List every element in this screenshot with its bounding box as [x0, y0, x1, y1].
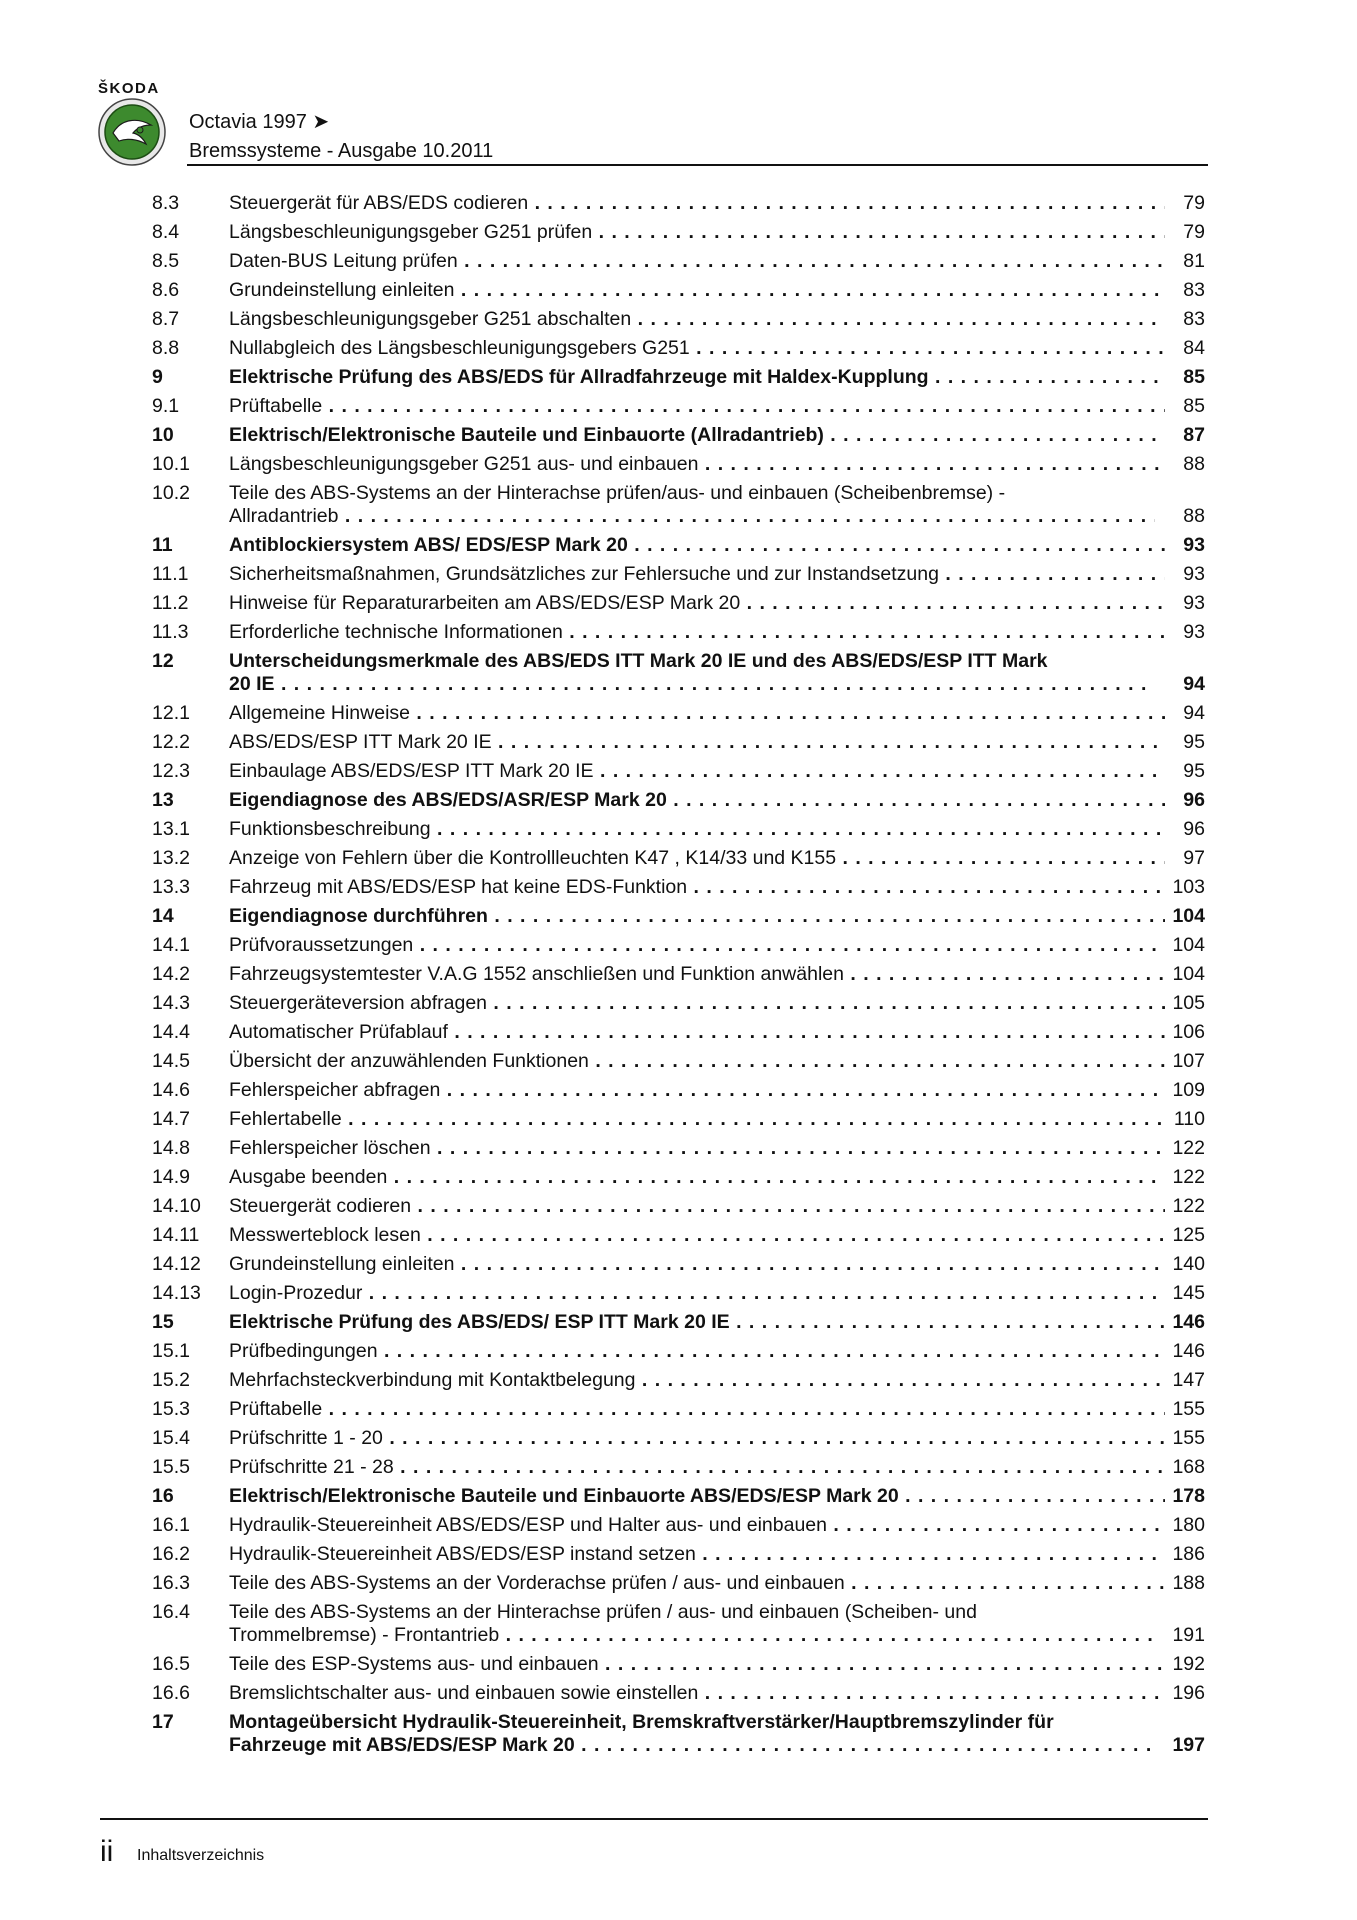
- toc-entry-number: 13.2: [152, 847, 190, 869]
- toc-entry-title: Prüfschritte 1 - 20 . . .: [229, 1427, 1165, 1450]
- toc-entry-title: Fehlertabelle . . .: [229, 1108, 1165, 1131]
- toc-section-entry[interactable]: [152, 221, 1205, 244]
- toc-entry-title: Längsbeschleunigungsgeber G251 aus- und einbauen . . .: [229, 453, 1165, 476]
- toc-entry-title: Einbaulage ABS/EDS/ESP ITT Mark 20 IE . . .: [229, 760, 1165, 783]
- toc-entry-title: Fahrzeug mit ABS/EDS/ESP hat keine EDS-Funktion . . .: [229, 876, 1165, 899]
- toc-entry-title: Steuergeräteversion abfragen . . .: [229, 992, 1165, 1015]
- toc-entry-page: 96: [1183, 818, 1205, 840]
- toc-entry-title: Login-Prozedur . . .: [229, 1282, 1165, 1305]
- header-divider: [187, 164, 1208, 166]
- toc-entry-title-line: Fahrzeuge mit ABS/EDS/ESP Mark 20 . . .: [229, 1734, 1155, 1757]
- toc-section-entry[interactable]: [152, 1456, 1205, 1479]
- brand-wordmark: ŠKODA: [98, 80, 160, 97]
- toc-entry-number: 13: [152, 789, 174, 811]
- document-subtitle: Bremssysteme - Ausgabe 10.2011: [189, 140, 494, 162]
- toc-entry-number: 14.9: [152, 1166, 190, 1188]
- toc-entry-number: 13.3: [152, 876, 190, 898]
- toc-entry-title: Eigendiagnose des ABS/EDS/ASR/ESP Mark 20 . . .: [229, 789, 1165, 812]
- toc-entry-title: Elektrische Prüfung des ABS/EDS für Allradfahrzeuge mit Haldex-Kupplung . . .: [229, 366, 1165, 389]
- footer-page-number: ii: [100, 1835, 114, 1868]
- toc-entry-title: [229, 1601, 1165, 1647]
- toc-entry-title-line: Allradantrieb . . .: [229, 505, 1155, 528]
- toc-entry-page: 107: [1172, 1050, 1205, 1072]
- toc-chapter-entry[interactable]: [152, 1311, 1205, 1334]
- toc-section-entry[interactable]: [152, 1195, 1205, 1218]
- toc-entry-title: [229, 482, 1165, 528]
- toc-entry-page: 109: [1172, 1079, 1205, 1101]
- toc-entry-title-line: Unterscheidungsmerkmale des ABS/EDS ITT Mark 20 IE und des ABS/EDS/ESP ITT Mark: [229, 650, 1048, 672]
- toc-entry-page: 83: [1183, 279, 1205, 301]
- toc-entry-number: 11.3: [152, 621, 189, 643]
- toc-entry-page: 110: [1173, 1108, 1205, 1130]
- toc-entry-title: Allgemeine Hinweise . . .: [229, 702, 1165, 725]
- toc-section-entry[interactable]: [152, 453, 1205, 476]
- toc-entry-page: 168: [1172, 1456, 1205, 1478]
- toc-entry-number: 16.3: [152, 1572, 190, 1594]
- toc-entry-page: 178: [1172, 1485, 1205, 1507]
- toc-entry-title: Mehrfachsteckverbindung mit Kontaktbelegung . . .: [229, 1369, 1165, 1392]
- toc-entry-title: Erforderliche technische Informationen . . .: [229, 621, 1165, 644]
- toc-entry-number: 14.4: [152, 1021, 190, 1043]
- toc-entry-number: 14.6: [152, 1079, 190, 1101]
- toc-chapter-entry[interactable]: [152, 1485, 1205, 1508]
- toc-entry-page: 85: [1183, 395, 1205, 417]
- toc-entry-number: 12.3: [152, 760, 190, 782]
- toc-entry-title-line: Montageübersicht Hydraulik-Steuereinheit, Bremskraftverstärker/Hauptbremszylinder für: [229, 1711, 1054, 1733]
- toc-entry-number: 12.1: [152, 702, 190, 724]
- toc-section-entry[interactable]: [152, 1166, 1205, 1189]
- toc-entry-title: Messwerteblock lesen . . .: [229, 1224, 1165, 1247]
- toc-section-entry[interactable]: [152, 1021, 1205, 1044]
- toc-section-entry[interactable]: [152, 308, 1205, 331]
- toc-entry-page: 146: [1172, 1311, 1205, 1333]
- toc-section-entry[interactable]: [152, 1079, 1205, 1102]
- toc-entry-title-line: 20 IE . . .: [229, 673, 1155, 696]
- footer-divider: [100, 1818, 1208, 1820]
- toc-entry-number: 14.8: [152, 1137, 190, 1159]
- toc-entry-page: 147: [1172, 1369, 1205, 1391]
- toc-section-entry[interactable]: [152, 337, 1205, 360]
- toc-section-entry[interactable]: [152, 1427, 1205, 1450]
- toc-entry-number: 8.7: [152, 308, 180, 330]
- toc-section-entry[interactable]: [152, 731, 1205, 754]
- toc-entry-title: Prüftabelle . . .: [229, 1398, 1165, 1421]
- toc-section-entry[interactable]: [152, 876, 1205, 899]
- toc-entry-page: 125: [1172, 1224, 1205, 1246]
- toc-entry-number: 8.3: [152, 192, 180, 214]
- toc-entry-title: Grundeinstellung einleiten . . .: [229, 279, 1165, 302]
- toc-entry-page: 97: [1183, 847, 1205, 869]
- toc-entry-page: 155: [1172, 1427, 1205, 1449]
- toc-entry-title: Hydraulik-Steuereinheit ABS/EDS/ESP und Halter aus- und einbauen . . .: [229, 1514, 1165, 1537]
- toc-entry-page: 105: [1172, 992, 1205, 1014]
- toc-section-entry[interactable]: [152, 1653, 1205, 1676]
- toc-entry-title: Elektrische Prüfung des ABS/EDS/ ESP ITT Mark 20 IE . . .: [229, 1311, 1165, 1334]
- toc-entry-number: 14.12: [152, 1253, 201, 1275]
- toc-entry-title: Steuergerät für ABS/EDS codieren . . .: [229, 192, 1165, 215]
- toc-entry-title: Teile des ESP-Systems aus- und einbauen . . .: [229, 1653, 1165, 1676]
- toc-entry-number: 8.4: [152, 221, 180, 243]
- toc-chapter-entry[interactable]: [152, 366, 1205, 389]
- toc-entry-title: Prüfbedingungen . . .: [229, 1340, 1165, 1363]
- toc-entry-number: 14.7: [152, 1108, 190, 1130]
- toc-entry-number: 17: [152, 1711, 174, 1733]
- toc-entry-title: Daten-BUS Leitung prüfen . . .: [229, 250, 1165, 273]
- toc-entry-title: Funktionsbeschreibung . . .: [229, 818, 1165, 841]
- toc-entry-title: Prüfvoraussetzungen . . .: [229, 934, 1165, 957]
- toc-section-entry[interactable]: [152, 1253, 1205, 1276]
- toc-entry-title: ABS/EDS/ESP ITT Mark 20 IE . . .: [229, 731, 1165, 754]
- toc-section-entry[interactable]: [152, 1369, 1205, 1392]
- toc-entry-page: 104: [1172, 934, 1205, 956]
- toc-chapter-entry[interactable]: [152, 650, 1205, 696]
- toc-entry-page: 93: [1183, 563, 1205, 585]
- toc-entry-page: 180: [1172, 1514, 1205, 1536]
- toc-entry-page: 191: [1172, 1624, 1205, 1646]
- toc-section-entry[interactable]: [152, 1282, 1205, 1305]
- toc-section-entry[interactable]: [152, 992, 1205, 1015]
- toc-entry-number: 14.3: [152, 992, 190, 1014]
- toc-entry-number: 14.10: [152, 1195, 201, 1217]
- toc-entry-number: 11.2: [152, 592, 189, 614]
- footer-section-label: Inhaltsverzeichnis: [137, 1847, 265, 1864]
- toc-section-entry[interactable]: [152, 1601, 1205, 1647]
- toc-entry-page: 83: [1183, 308, 1205, 330]
- toc-entry-number: 16.5: [152, 1653, 190, 1675]
- toc-entry-page: 155: [1172, 1398, 1205, 1420]
- toc-entry-title: Prüfschritte 21 - 28 . . .: [229, 1456, 1165, 1479]
- toc-entry-number: 8.6: [152, 279, 180, 301]
- toc-entry-title: Längsbeschleunigungsgeber G251 prüfen . . .: [229, 221, 1165, 244]
- toc-entry-page: 84: [1183, 337, 1205, 359]
- toc-entry-page: 95: [1183, 731, 1205, 753]
- toc-entry-page: 103: [1172, 876, 1205, 898]
- toc-entry-title: Steuergerät codieren . . .: [229, 1195, 1165, 1218]
- toc-entry-number: 12: [152, 650, 174, 672]
- toc-entry-number: 16: [152, 1485, 174, 1507]
- toc-entry-number: 8.5: [152, 250, 180, 272]
- toc-entry-page: 122: [1172, 1137, 1205, 1159]
- toc-entry-number: 16.1: [152, 1514, 190, 1536]
- toc-section-entry[interactable]: [152, 1398, 1205, 1421]
- toc-entry-number: 15.4: [152, 1427, 190, 1449]
- toc-section-entry[interactable]: [152, 395, 1205, 418]
- toc-entry-title-line: Trommelbremse) - Frontantrieb . . .: [229, 1624, 1155, 1647]
- toc-entry-number: 8.8: [152, 337, 180, 359]
- toc-entry-title: Grundeinstellung einleiten . . .: [229, 1253, 1165, 1276]
- toc-section-entry[interactable]: [152, 621, 1205, 644]
- toc-entry-page: 93: [1183, 621, 1205, 643]
- toc-entry-number: 12.2: [152, 731, 190, 753]
- toc-section-entry[interactable]: [152, 1224, 1205, 1247]
- toc-entry-number: 9: [152, 366, 163, 388]
- toc-entry-page: 122: [1172, 1166, 1205, 1188]
- toc-entry-number: 14.13: [152, 1282, 201, 1304]
- toc-section-entry[interactable]: [152, 563, 1205, 586]
- toc-entry-page: 85: [1183, 366, 1205, 388]
- skoda-logo-icon: [97, 97, 167, 167]
- toc-entry-title: Bremslichtschalter aus- und einbauen sowie einstellen . . .: [229, 1682, 1165, 1705]
- toc-entry-number: 16.6: [152, 1682, 190, 1704]
- toc-entry-page: 94: [1183, 673, 1205, 695]
- toc-entry-title-line: Teile des ABS-Systems an der Hinterachse prüfen / aus- und einbauen (Scheiben- und: [229, 1601, 977, 1623]
- toc-entry-number: 15.5: [152, 1456, 190, 1478]
- toc-entry-title: Anzeige von Fehlern über die Kontrollleuchten K47 , K14/33 und K155 . . .: [229, 847, 1165, 870]
- toc-entry-number: 10.1: [152, 453, 190, 475]
- toc-entry-number: 15.3: [152, 1398, 190, 1420]
- toc-entry-title: [229, 650, 1165, 696]
- toc-entry-page: 93: [1183, 592, 1205, 614]
- toc-entry-title: Nullabgleich des Längsbeschleunigungsgebers G251 . . .: [229, 337, 1165, 360]
- toc-entry-title: Teile des ABS-Systems an der Vorderachse prüfen / aus- und einbauen . . .: [229, 1572, 1165, 1595]
- toc-entry-title: Fehlerspeicher abfragen . . .: [229, 1079, 1165, 1102]
- toc-entry-title: Prüftabelle . . .: [229, 395, 1165, 418]
- toc-entry-title: Automatischer Prüfablauf . . .: [229, 1021, 1165, 1044]
- toc-entry-page: 186: [1172, 1543, 1205, 1565]
- toc-section-entry[interactable]: [152, 818, 1205, 841]
- toc-section-entry[interactable]: [152, 192, 1205, 215]
- toc-section-entry[interactable]: [152, 250, 1205, 273]
- toc-entry-number: 14.1: [152, 934, 190, 956]
- toc-section-entry[interactable]: [152, 760, 1205, 783]
- toc-chapter-entry[interactable]: [152, 789, 1205, 812]
- toc-entry-title: Antiblockiersystem ABS/ EDS/ESP Mark 20 . . .: [229, 534, 1165, 557]
- toc-section-entry[interactable]: [152, 934, 1205, 957]
- toc-entry-number: 14.5: [152, 1050, 190, 1072]
- toc-entry-page: 93: [1183, 534, 1205, 556]
- toc-section-entry[interactable]: [152, 963, 1205, 986]
- toc-entry-number: 15.2: [152, 1369, 190, 1391]
- toc-entry-title: Elektrisch/Elektronische Bauteile und Einbauorte (Allradantrieb) . . .: [229, 424, 1165, 447]
- toc-entry-title: Eigendiagnose durchführen . . .: [229, 905, 1165, 928]
- toc-section-entry[interactable]: [152, 1108, 1205, 1131]
- toc-entry-title: Elektrisch/Elektronische Bauteile und Einbauorte ABS/EDS/ESP Mark 20 . . .: [229, 1485, 1165, 1508]
- toc-entry-number: 11: [152, 534, 173, 556]
- toc-entry-number: 16.2: [152, 1543, 190, 1565]
- toc-chapter-entry[interactable]: [152, 424, 1205, 447]
- toc-section-entry[interactable]: [152, 702, 1205, 725]
- toc-entry-number: 14.11: [152, 1224, 200, 1246]
- toc-entry-number: 15.1: [152, 1340, 190, 1362]
- toc-entry-page: 88: [1183, 453, 1205, 475]
- toc-section-entry[interactable]: [152, 482, 1205, 528]
- toc-entry-page: 196: [1172, 1682, 1205, 1704]
- toc-entry-title: [229, 1711, 1165, 1757]
- toc-section-entry[interactable]: [152, 1682, 1205, 1705]
- toc-entry-page: 192: [1172, 1653, 1205, 1675]
- toc-entry-page: 94: [1183, 702, 1205, 724]
- toc-entry-title-line: Teile des ABS-Systems an der Hinterachse prüfen/aus- und einbauen (Scheibenbremse) -: [229, 482, 1006, 504]
- toc-entry-number: 10.2: [152, 482, 190, 504]
- toc-entry-page: 146: [1172, 1340, 1205, 1362]
- page-header: [0, 0, 1357, 170]
- toc-entry-title: Längsbeschleunigungsgeber G251 abschalten . . .: [229, 308, 1165, 331]
- toc-entry-page: 81: [1183, 250, 1205, 272]
- toc-entry-page: 79: [1183, 221, 1205, 243]
- toc-chapter-entry[interactable]: [152, 534, 1205, 557]
- toc-section-entry[interactable]: [152, 1137, 1205, 1160]
- toc-entry-page: 87: [1183, 424, 1205, 446]
- toc-entry-page: 96: [1183, 789, 1205, 811]
- toc-entry-page: 79: [1183, 192, 1205, 214]
- toc-entry-title: Fahrzeugsystemtester V.A.G 1552 anschließen und Funktion anwählen . . .: [229, 963, 1165, 986]
- toc-entry-page: 106: [1172, 1021, 1205, 1043]
- document-title: Octavia 1997 ➤: [189, 111, 330, 133]
- toc-entry-title: Fehlerspeicher löschen . . .: [229, 1137, 1165, 1160]
- toc-entry-page: 145: [1172, 1282, 1205, 1304]
- toc-section-entry[interactable]: [152, 1572, 1205, 1595]
- toc-section-entry[interactable]: [152, 1514, 1205, 1537]
- toc-section-entry[interactable]: [152, 1050, 1205, 1073]
- toc-section-entry[interactable]: [152, 1543, 1205, 1566]
- toc-section-entry[interactable]: [152, 279, 1205, 302]
- toc-entry-page: 95: [1183, 760, 1205, 782]
- toc-entry-number: 9.1: [152, 395, 180, 417]
- toc-entry-number: 14.2: [152, 963, 190, 985]
- toc-entry-page: 122: [1172, 1195, 1205, 1217]
- toc-entry-title: Hydraulik-Steuereinheit ABS/EDS/ESP instand setzen . . .: [229, 1543, 1165, 1566]
- toc-entry-page: 140: [1172, 1253, 1205, 1275]
- toc-chapter-entry[interactable]: [152, 1711, 1205, 1757]
- toc-entry-page: 188: [1172, 1572, 1205, 1594]
- toc-entry-number: 15: [152, 1311, 174, 1333]
- toc-entry-page: 88: [1183, 505, 1205, 527]
- toc-entry-page: 104: [1172, 963, 1205, 985]
- toc-chapter-entry[interactable]: [152, 905, 1205, 928]
- toc-entry-title: Übersicht der anzuwählenden Funktionen . . .: [229, 1050, 1165, 1073]
- toc-entry-page: 104: [1172, 905, 1205, 927]
- toc-section-entry[interactable]: [152, 1340, 1205, 1363]
- toc-entry-page: 197: [1172, 1734, 1205, 1756]
- toc-entry-number: 14: [152, 905, 174, 927]
- toc-entry-number: 11.1: [152, 563, 189, 585]
- toc-entry-title: Hinweise für Reparaturarbeiten am ABS/EDS/ESP Mark 20 . . .: [229, 592, 1165, 615]
- toc-entry-number: 13.1: [152, 818, 190, 840]
- toc-section-entry[interactable]: [152, 847, 1205, 870]
- toc-entry-title: Ausgabe beenden . . .: [229, 1166, 1165, 1189]
- table-of-contents: [152, 192, 1205, 1763]
- toc-entry-title: Sicherheitsmaßnahmen, Grundsätzliches zur Fehlersuche und zur Instandsetzung . . .: [229, 563, 1165, 586]
- toc-section-entry[interactable]: [152, 592, 1205, 615]
- toc-entry-number: 16.4: [152, 1601, 190, 1623]
- toc-entry-number: 10: [152, 424, 174, 446]
